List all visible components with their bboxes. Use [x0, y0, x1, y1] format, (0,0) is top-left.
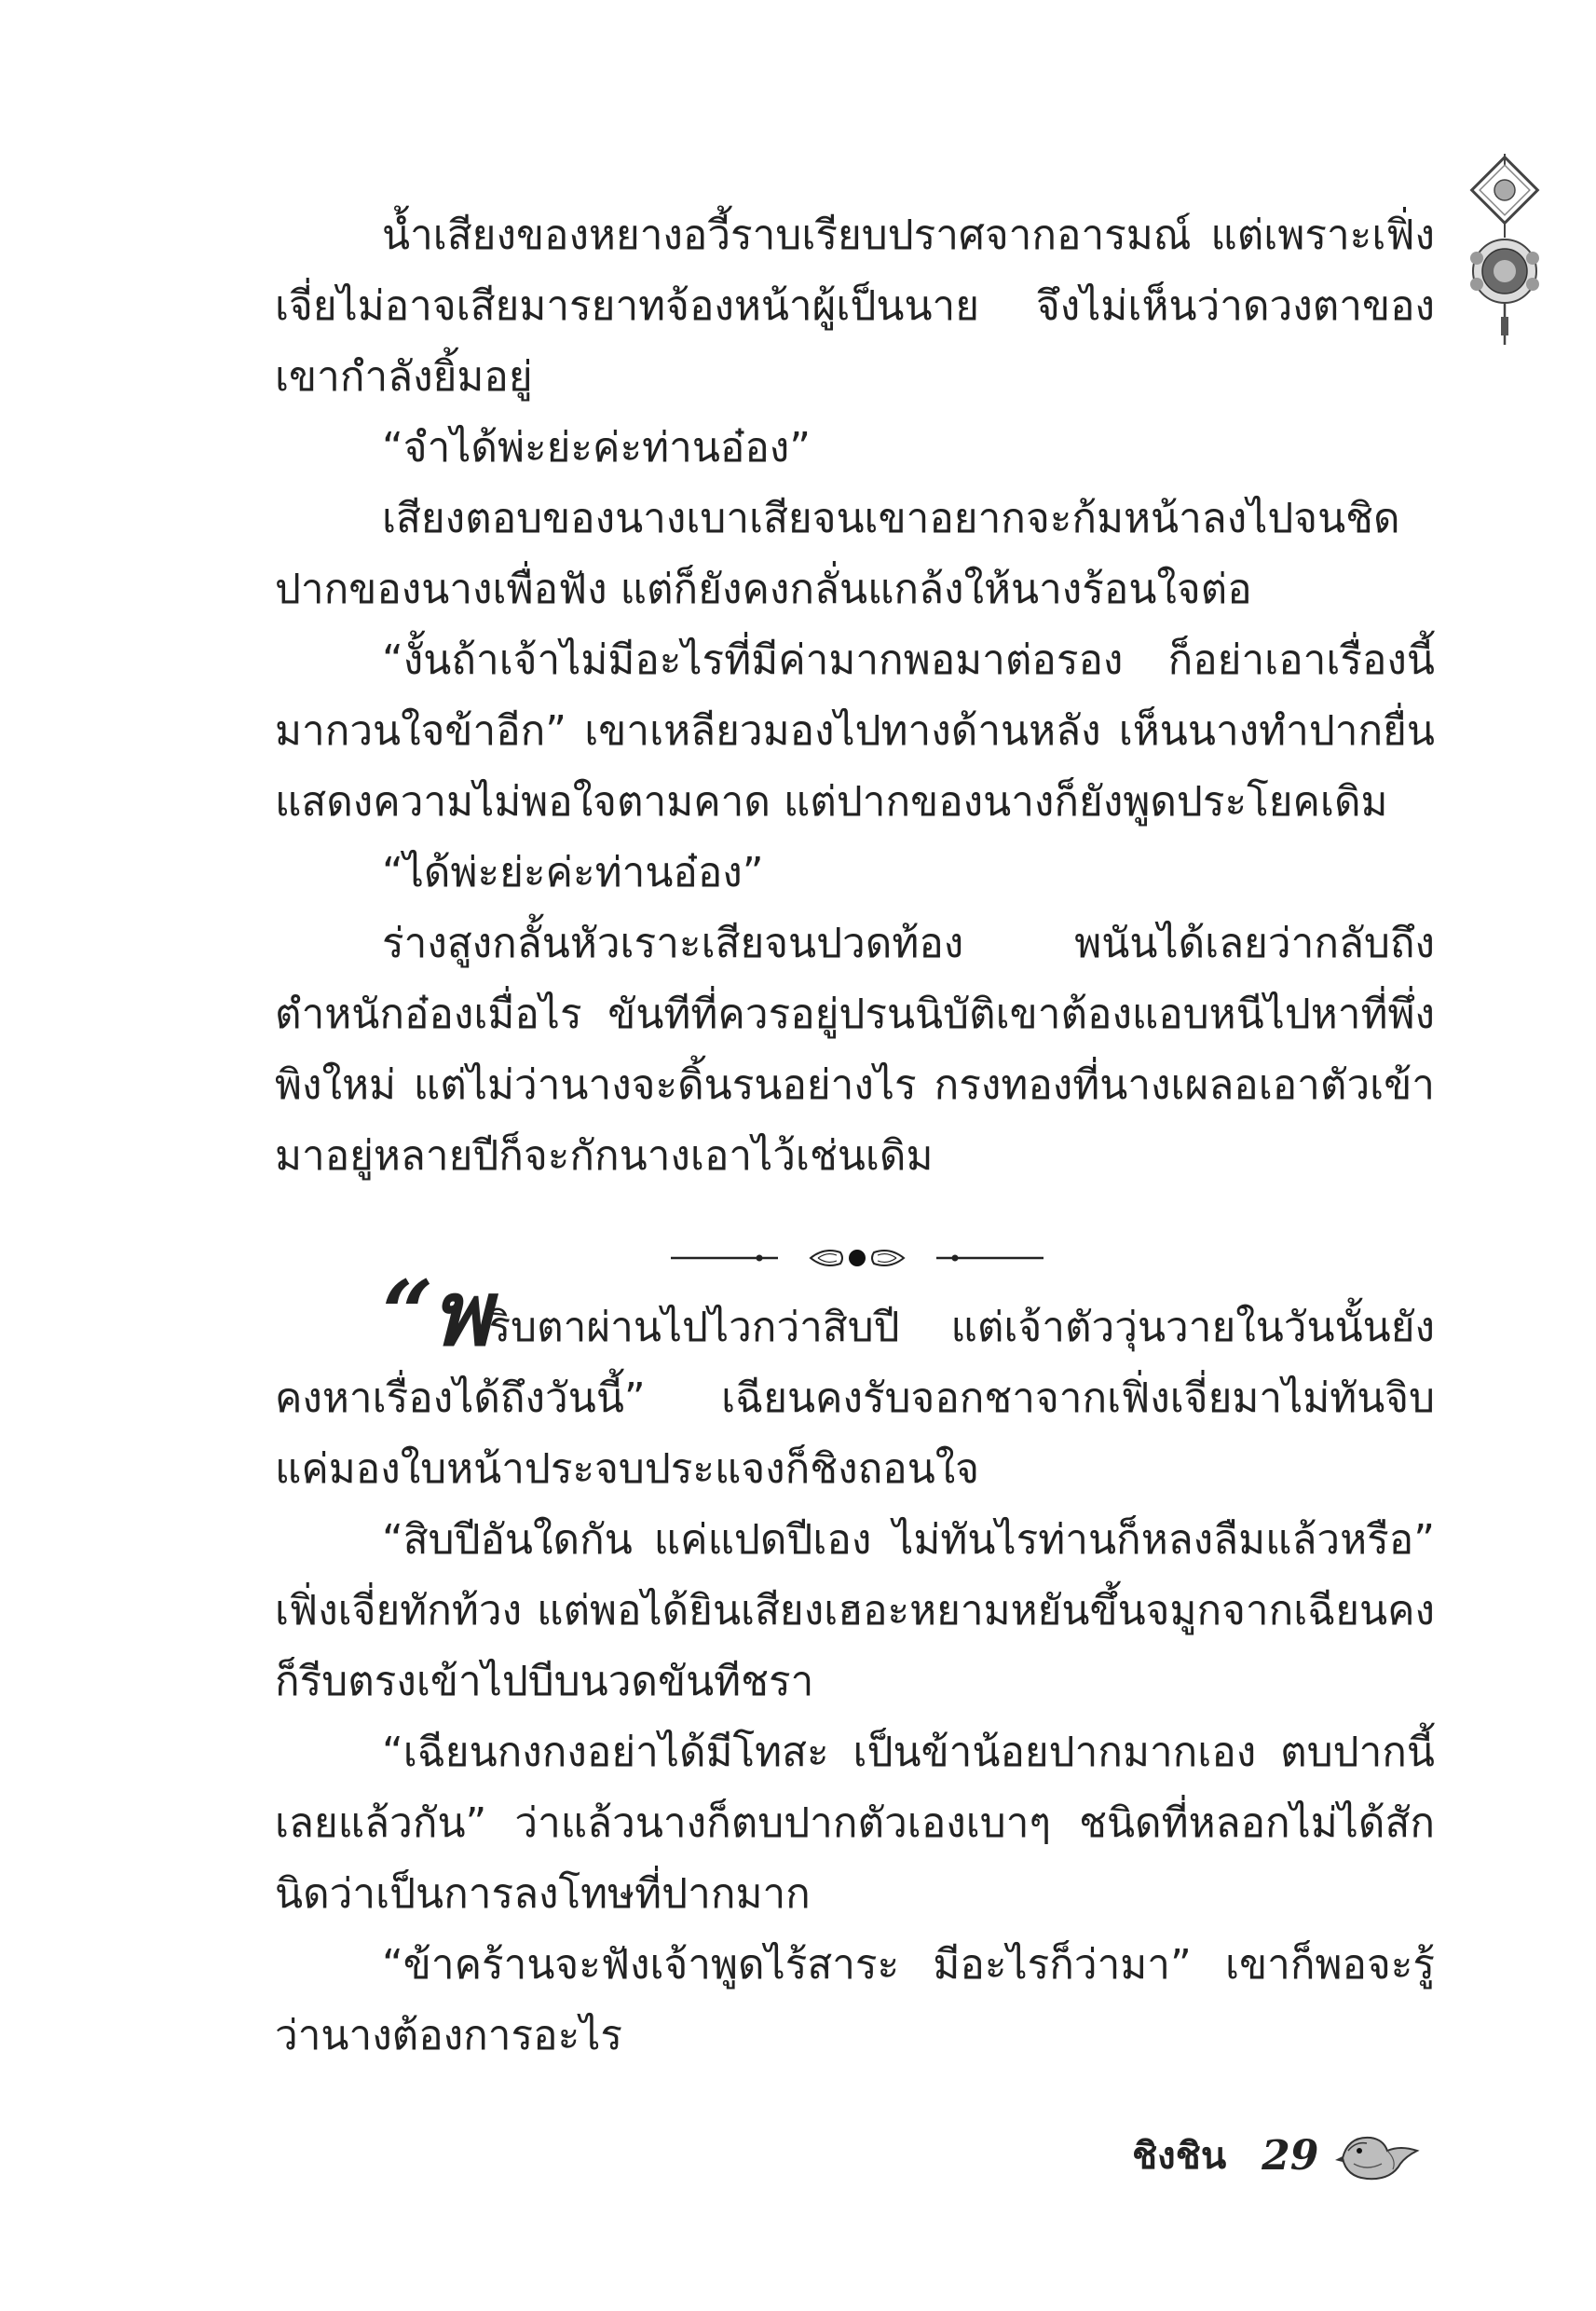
page-footer	[1132, 2113, 1424, 2197]
paragraph: “จำได้พ่ะย่ะค่ะท่านอ๋อง”	[382, 424, 812, 472]
paragraph: “ข้าคร้านจะฟังเจ้าพูดไร้สาระ มีอะไรก็ว่ามา” เขาก็พอจะรู้ว่านางต้องการอะไร	[275, 1941, 1435, 2059]
decorative-divider-icon	[671, 1239, 1044, 1277]
paragraph: เสียงตอบของนางเบาเสียจนเขาอยากจะก้มหน้าลงไปจนชิดปากของนางเพื่อฟัง แต่ก็ยังคงกลั่นแกล้งให้นางร้อนใจต่อ	[275, 495, 1400, 613]
book-title: ชิงชิน	[1132, 2134, 1227, 2178]
dropcap: “พ	[382, 1261, 489, 1366]
paragraph: น้ำเสียงของหยางอวี้ราบเรียบปราศจากอารมณ์ แต่เพราะเฟิ่งเจี่ยไม่อาจเสียมารยาทจ้องหน้าผู้เป็นนาย จึงไม่เห็นว่าดวงตาของเขากำลังยิ้มอยู่	[275, 212, 1435, 401]
paragraph: “เฉียนกงกงอย่าได้มีโทสะ เป็นข้าน้อยปากมากเอง ตบปากนี้เลยแล้วกัน” ว่าแล้วนางก็ตบปากตัวเองเบาๆ ชนิดที่หลอกไม่ได้สักนิดว่าเป็นการลงโทษที่ปากมาก	[275, 1729, 1435, 1918]
chinese-knot-ornament-icon	[1461, 154, 1549, 349]
page-number: 29	[1262, 2131, 1319, 2180]
text-section-2	[275, 1261, 1435, 2072]
paragraph-text: ริบตาผ่านไปไวกว่าสิบปี แต่เจ้าตัววุ่นวายในวันนั้นยังคงหาเรื่องได้ถึงวันนี้” เฉียนคงรับจอกชาจากเฟิ่งเจี่ยมาไม่ทันจิบ แค่มองใบหน้าประจบประแจงก็ชิงถอนใจ	[275, 1304, 1435, 1493]
paragraph: “สิบปีอันใดกัน แค่แปดปีเอง ไม่ทันไรท่านก็หลงลืมแล้วหรือ” เฟิ่งเจี่ยทักท้วง แต่พอได้ยินเสียงเฮอะหยามหยันขึ้นจมูกจากเฉียนคง ก็รีบตรงเข้าไปบีบนวดขันทีชรา	[275, 1516, 1435, 1705]
paragraph: “ได้พ่ะย่ะค่ะท่านอ๋อง”	[382, 849, 764, 896]
paragraph: “งั้นถ้าเจ้าไม่มีอะไรที่มีค่ามากพอมาต่อรอง ก็อย่าเอาเรื่องนี้มากวนใจข้าอีก” เขาเหลียวมองไปทางด้านหลัง เห็นนางทำปากยื่นแสดงความไม่พอใจตามคาด แต่ปากของนางก็ยังพูดประโยคเดิม	[275, 636, 1435, 826]
paragraph	[275, 1261, 1435, 1505]
paragraph: ร่างสูงกลั้นหัวเราะเสียจนปวดท้อง พนันได้เลยว่ากลับถึงตำหนักอ๋องเมื่อไร ขันทีที่ควรอยู่ปรนนิบัติเขาต้องแอบหนีไปหาที่พึ่งพิงใหม่ แต่ไม่ว่านางจะดิ้นรนอย่างไร กรงทองที่นางเผลอเอาตัวเข้ามาอยู่หลายปีก็จะกักนางเอาไว้เช่นเดิม	[275, 920, 1435, 1180]
mandarin-duck-icon	[1335, 2123, 1424, 2188]
text-section-1	[275, 200, 1435, 1192]
